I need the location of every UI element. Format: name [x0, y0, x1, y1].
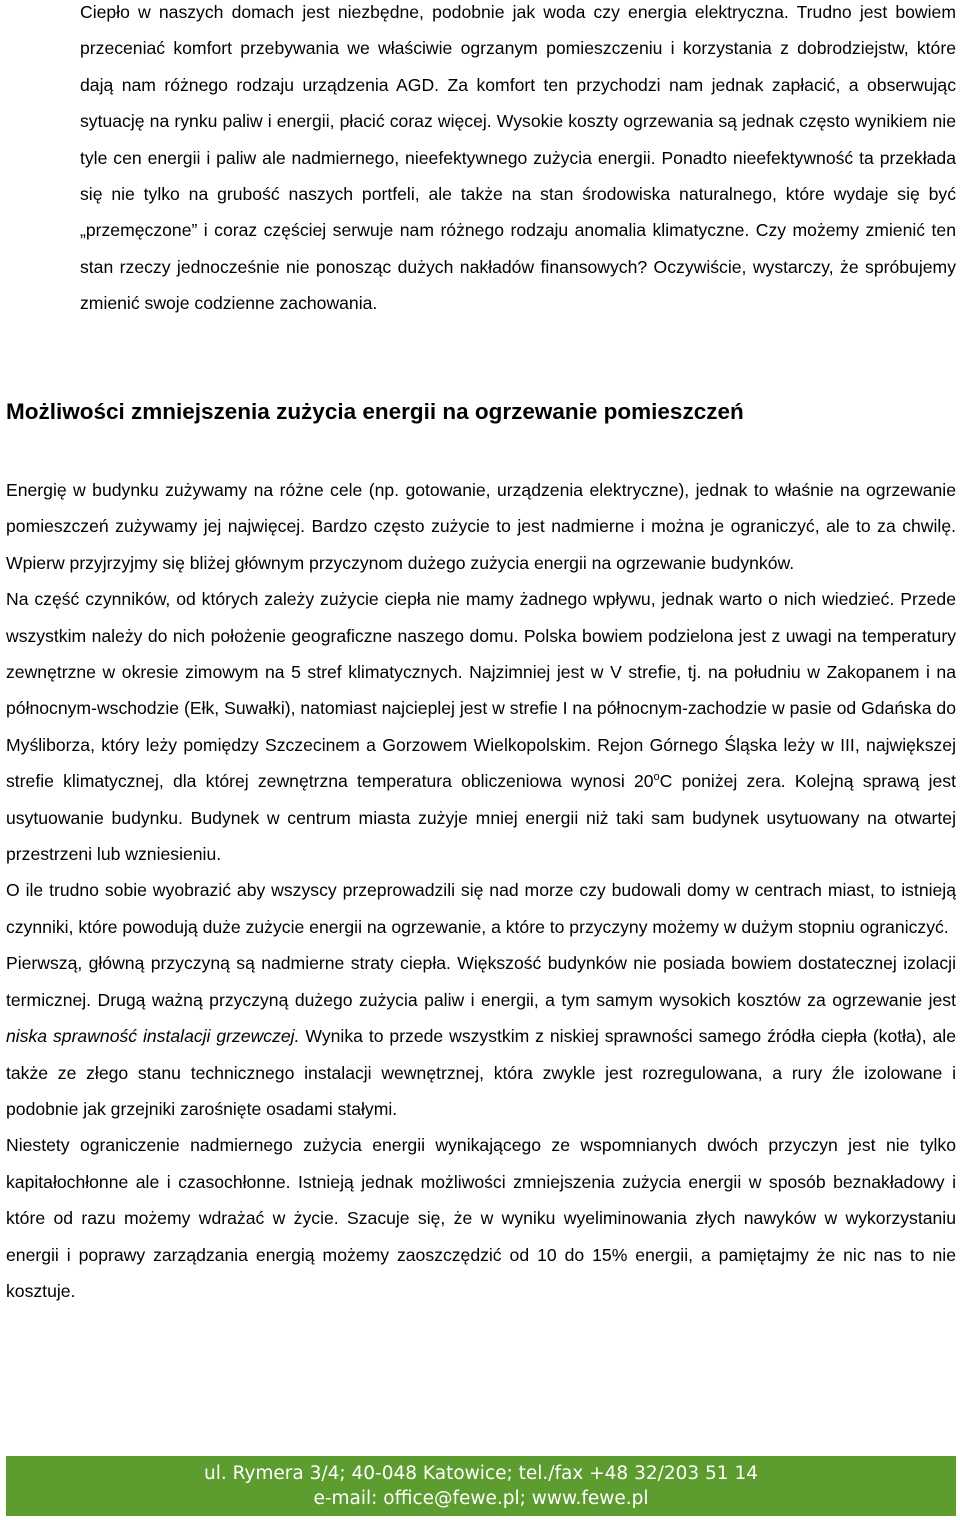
- footer-banner: [6, 1456, 956, 1516]
- section-heading: Możliwości zmniejszenia zużycia energii na ogrzewanie pomieszczeń: [6, 399, 744, 424]
- paragraph-heat-losses: [6, 945, 956, 1127]
- paragraph-climate-zones-text-a: Na część czynników, od których zależy zużycie ciepła nie mamy żadnego wpływu, jednak warto o nich wiedzieć. Przede wszystkim należy do nich położenie geograficzne naszego domu. Polska bowiem podzielona jest z uwagi na temperatury zewnętrzne w okresie zimowym na 5 stref klimatycznych. Najzimniej jest w V strefie, tj. na południu w Zakopanem i na północnym-wschodzie (Ełk, Suwałki), natomiast najcieplej jest w strefie I na północnym-zachodzie w pasie od Gdańska do Myśliborza, który leży pomiędzy Szczecinem a Gorzowem Wielkopolskim. Rejon Górnego Śląska leży w III, największej strefie klimatycznej, dla której zewnętrzna temperatura obliczeniowa wynosi 20: [6, 589, 956, 792]
- paragraph-climate-zones: [6, 581, 956, 872]
- footer-address: ul. Rymera 3/4; 40-048 Katowice; tel./fax +48 32/203 51 14: [203, 1463, 758, 1484]
- paragraph-heat-losses-emphasis: niska sprawność instalacji grzewczej.: [6, 1026, 300, 1047]
- paragraph-heat-losses-text-b: Wynika to przede wszystkim z niskiej sprawności samego źródła ciepła (kotła), ale także ze złego stanu technicznego instalacji wewnętrznej, która zwykle jest rozregulowana, a rury źle izolowane i podobnie jak grzejniki zarośnięte osadami stałymi.: [6, 1026, 956, 1119]
- degree-superscript: o: [653, 771, 660, 784]
- footer-contact: e-mail: office@fewe.pl; www.fewe.pl: [313, 1488, 649, 1509]
- paragraph-reducible-factors: O ile trudno sobie wyobrazić aby wszyscy przeprowadzili się nad morze czy budowali domy w centrach miast, to istnieją czynniki, które powodują duże zużycie energii na ogrzewanie, a które to przyczyny możemy w dużym stopniu ograniczyć.: [6, 880, 956, 937]
- section-body: [6, 472, 956, 1309]
- document-page: [6, 0, 956, 1301]
- paragraph-heat-losses-text-a: Pierwszą, główną przyczyną są nadmierne straty ciepła. Większość budynków nie posiada bowiem dostatecznej izolacji termicznej. Drugą ważną przyczyną dużego zużycia paliw i energii, a tym samym wysokich kosztów za ogrzewanie jest: [6, 953, 956, 1010]
- paragraph-savings: Niestety ograniczenie nadmiernego zużycia energii wynikającego ze wspomnianych dwóch przyczyn jest nie tylko kapitałochłonne ale i czasochłonne. Istnieją jednak możliwości zmniejszenia zużycia energii w sposób beznakładowy i które od razu możemy wdrażać w życie. Szacuje się, że w wyniku wyeliminowania złych nawyków w wykorzystaniu energii i poprawy zarządzania energią możemy zaoszczędzić od 10 do 15% energii, a pamiętajmy że nic nas to nie kosztuje.: [6, 1135, 956, 1301]
- intro-paragraph: Ciepło w naszych domach jest niezbędne, podobnie jak woda czy energia elektryczna. Trudno jest bowiem przeceniać komfort przebywania we właściwie ogrzanym pomieszczeniu i korzystania z dobrodziejstw, które dają nam różnego rodzaju urządzenia AGD. Za komfort ten przychodzi nam jednak zapłacić, a obserwując sytuację na rynku paliw i energii, płacić coraz więcej. Wysokie koszty ogrzewania są jednak często wynikiem nie tyle cen energii i paliw ale nadmiernego, nieefektywnego zużycia energii. Ponadto nieefektywność ta przekłada się nie tylko na grubość naszych portfeli, ale także na stan środowiska naturalnego, które wydaje się być „przemęczone” i coraz częściej serwuje nam różnego rodzaju anomalia klimatyczne. Czy możemy zmienić ten stan rzeczy jednocześnie nie ponosząc dużych nakładów finansowych? Oczywiście, wystarczy, że spróbujemy zmienić swoje codzienne zachowania.: [80, 2, 956, 314]
- paragraph-climate-zones-text-b: C poniżej zera. Kolejną sprawą jest usytuowanie budynku. Budynek w centrum miasta zużyje mniej energii niż taki sam budynek usytuowany na otwartej przestrzeni lub wzniesieniu.: [6, 771, 956, 865]
- paragraph-energy-use: Energię w budynku zużywamy na różne cele (np. gotowanie, urządzenia elektryczne), jednak to właśnie na ogrzewanie pomieszczeń zużywamy jej najwięcej. Bardzo często zużycie to jest nadmierne i można je ograniczyć, ale to za chwilę. Wpierw przyjrzyjmy się bliżej głównym przyczynom dużego zużycia energii na ogrzewanie budynków.: [6, 480, 956, 573]
